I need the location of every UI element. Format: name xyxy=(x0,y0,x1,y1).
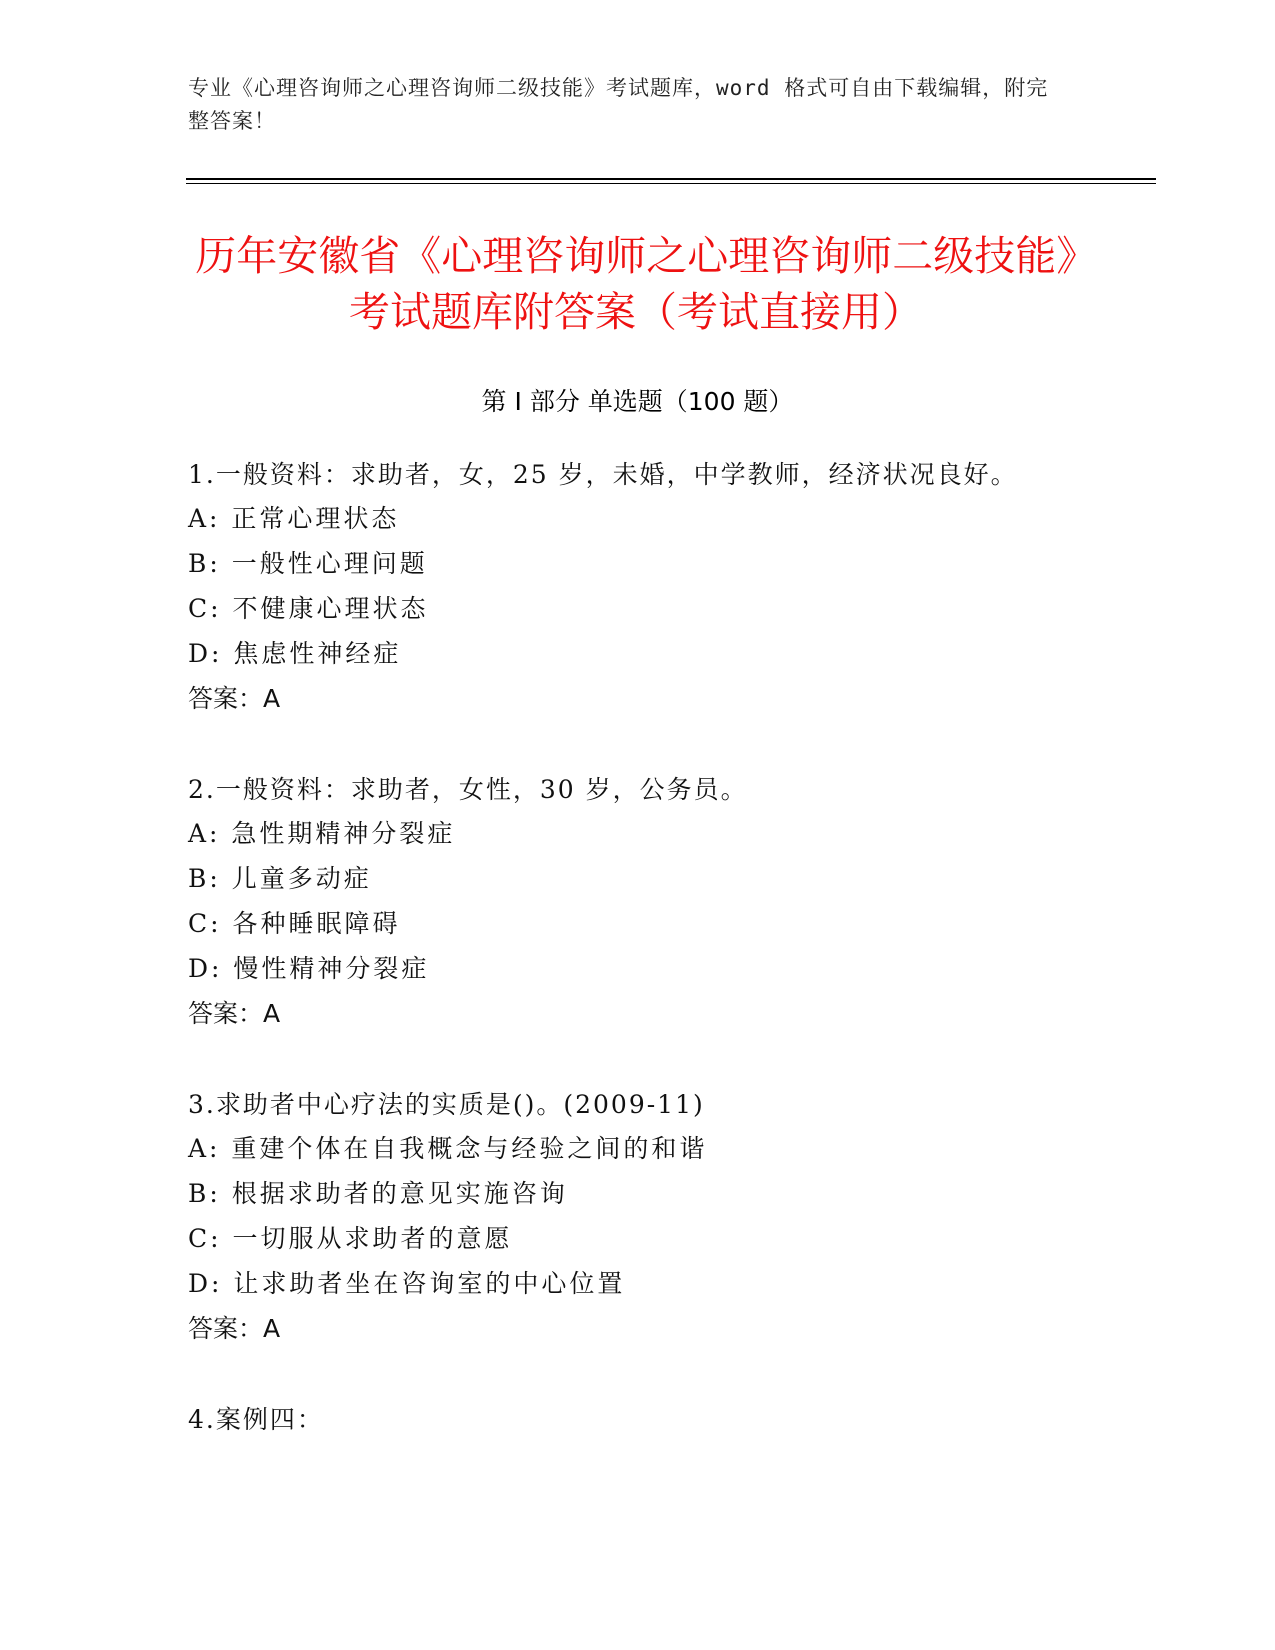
document-title: 历年安徽省《心理咨询师之心理咨询师二级技能》考试题库附答案（考试直接用） xyxy=(195,232,1077,336)
question-stem: 2.一般资料：求助者，女性，30 岁，公务员。 xyxy=(188,775,748,804)
header-note: 专业《心理咨询师之心理咨询师二级技能》考试题库，word 格式可自由下载编辑，附完整答案！ xyxy=(188,76,1049,133)
option-b: B: 儿童多动症 xyxy=(188,864,372,893)
option-b: B: 根据求助者的意见实施咨询 xyxy=(188,1179,568,1208)
option-b: B: 一般性心理问题 xyxy=(188,549,428,578)
answer-line: 答案：A xyxy=(188,1314,281,1343)
question-stem: 3.求助者中心疗法的实质是()。(2009-11) xyxy=(188,1090,705,1119)
option-a: A: 重建个体在自我概念与经验之间的和谐 xyxy=(188,1134,708,1163)
option-d: D: 焦虑性神经症 xyxy=(188,639,402,668)
option-c: C: 一切服从求助者的意愿 xyxy=(188,1224,513,1253)
option-c: C: 各种睡眠障碍 xyxy=(188,909,401,938)
question-1 xyxy=(188,458,1088,716)
header-rule-thin xyxy=(186,183,1156,184)
answer-line: 答案：A xyxy=(188,684,281,713)
option-a: A: 急性期精神分裂症 xyxy=(188,819,456,848)
option-d: D: 慢性精神分裂症 xyxy=(188,954,430,983)
option-a: A: 正常心理状态 xyxy=(188,504,400,533)
question-stem: 1.一般资料：求助者，女，25 岁，未婚，中学教师，经济状况良好。 xyxy=(188,460,1018,489)
question-4 xyxy=(188,1403,1088,1447)
answer-line: 答案：A xyxy=(188,999,281,1028)
question-3 xyxy=(188,1088,1088,1346)
section-heading: 第 I 部分 单选题（100 题） xyxy=(481,387,794,416)
question-2 xyxy=(188,773,1088,1031)
option-d: D: 让求助者坐在咨询室的中心位置 xyxy=(188,1269,626,1298)
header-rule-thick xyxy=(186,178,1156,180)
option-c: C: 不健康心理状态 xyxy=(188,594,429,623)
question-stem: 4.案例四： xyxy=(188,1405,324,1434)
